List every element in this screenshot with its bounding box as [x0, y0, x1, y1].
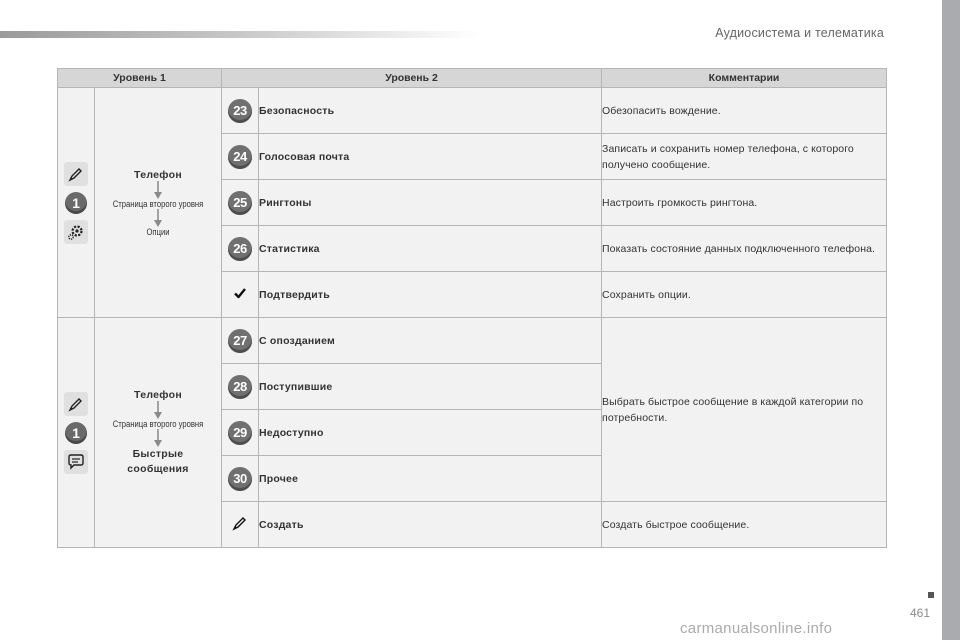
item-label: Безопасность — [259, 88, 602, 134]
level-one-badge: 1 — [65, 192, 87, 214]
column-header-comments: Комментарии — [602, 69, 887, 88]
flow-options-label: Опции — [146, 226, 170, 237]
pencil-icon — [231, 514, 249, 532]
item-icon-cell — [222, 272, 259, 318]
page-edge-strip — [942, 0, 960, 640]
item-number-cell — [222, 318, 259, 364]
checkmark-icon — [233, 286, 247, 300]
flow-phone-label: Телефон — [134, 168, 183, 181]
section-title: Аудиосистема и телематика — [715, 26, 884, 40]
item-label: Недоступно — [259, 410, 602, 456]
item-shared-comment: Выбрать быстрое сообщение в каждой категории по потребности. — [602, 318, 887, 502]
flow-down-arrow-icon — [153, 429, 163, 447]
page-marker-dot — [928, 592, 934, 598]
item-label: Рингтоны — [259, 180, 602, 226]
item-number-cell — [222, 456, 259, 502]
table-row — [58, 318, 887, 364]
item-label: Статистика — [259, 226, 602, 272]
item-label: Подтвердить — [259, 272, 602, 318]
item-number-badge: 28 — [228, 375, 252, 399]
header-gradient-bar — [0, 31, 480, 38]
item-comment: Создать быстрое сообщение. — [602, 502, 887, 548]
item-number-cell — [222, 364, 259, 410]
page-number: 461 — [910, 606, 931, 620]
item-number-badge: 30 — [228, 467, 252, 491]
flow-second-level-label: Страница второго уровня — [112, 418, 204, 429]
flow-quick-messages-label: Быстрые сообщения — [127, 447, 189, 475]
flow-down-arrow-icon — [153, 401, 163, 419]
item-number-cell — [222, 134, 259, 180]
item-comment: Настроить громкость рингтона. — [602, 180, 887, 226]
item-comment: Сохранить опции. — [602, 272, 887, 318]
level1-icons-cell — [58, 88, 95, 318]
level1-icons-cell — [58, 318, 95, 548]
flow-down-arrow-icon — [153, 181, 163, 199]
message-bubble-icon — [64, 450, 88, 474]
watermark: carmanualsonline.info — [680, 620, 833, 637]
item-number-badge: 25 — [228, 191, 252, 215]
level1-flow-cell — [95, 88, 222, 318]
item-icon-cell — [222, 502, 259, 548]
settings-gear-icon — [64, 220, 88, 244]
item-number-badge: 26 — [228, 237, 252, 261]
pencil-icon — [64, 392, 88, 416]
column-header-level1: Уровень 1 — [58, 69, 222, 88]
item-number-badge: 27 — [228, 329, 252, 353]
item-number-cell — [222, 180, 259, 226]
pencil-icon — [64, 162, 88, 186]
item-label: Прочее — [259, 456, 602, 502]
flow-phone-label: Телефон — [134, 388, 183, 401]
item-number-badge: 29 — [228, 421, 252, 445]
item-number-cell — [222, 410, 259, 456]
item-label: С опозданием — [259, 318, 602, 364]
item-label: Создать — [259, 502, 602, 548]
flow-second-level-label: Страница второго уровня — [112, 198, 204, 209]
item-comment: Записать и сохранить номер телефона, с которого получено сообщение. — [602, 134, 887, 180]
item-number-cell — [222, 88, 259, 134]
table-row — [58, 88, 887, 134]
column-header-level2: Уровень 2 — [222, 69, 602, 88]
item-number-badge: 23 — [228, 99, 252, 123]
item-number-cell — [222, 226, 259, 272]
item-label: Поступившие — [259, 364, 602, 410]
item-number-badge: 24 — [228, 145, 252, 169]
menu-table — [57, 68, 887, 548]
item-label: Голосовая почта — [259, 134, 602, 180]
flow-down-arrow-icon — [153, 209, 163, 227]
level1-flow-cell — [95, 318, 222, 548]
item-comment: Показать состояние данных подключенного телефона. — [602, 226, 887, 272]
item-comment: Обезопасить вождение. — [602, 88, 887, 134]
level-one-badge: 1 — [65, 422, 87, 444]
